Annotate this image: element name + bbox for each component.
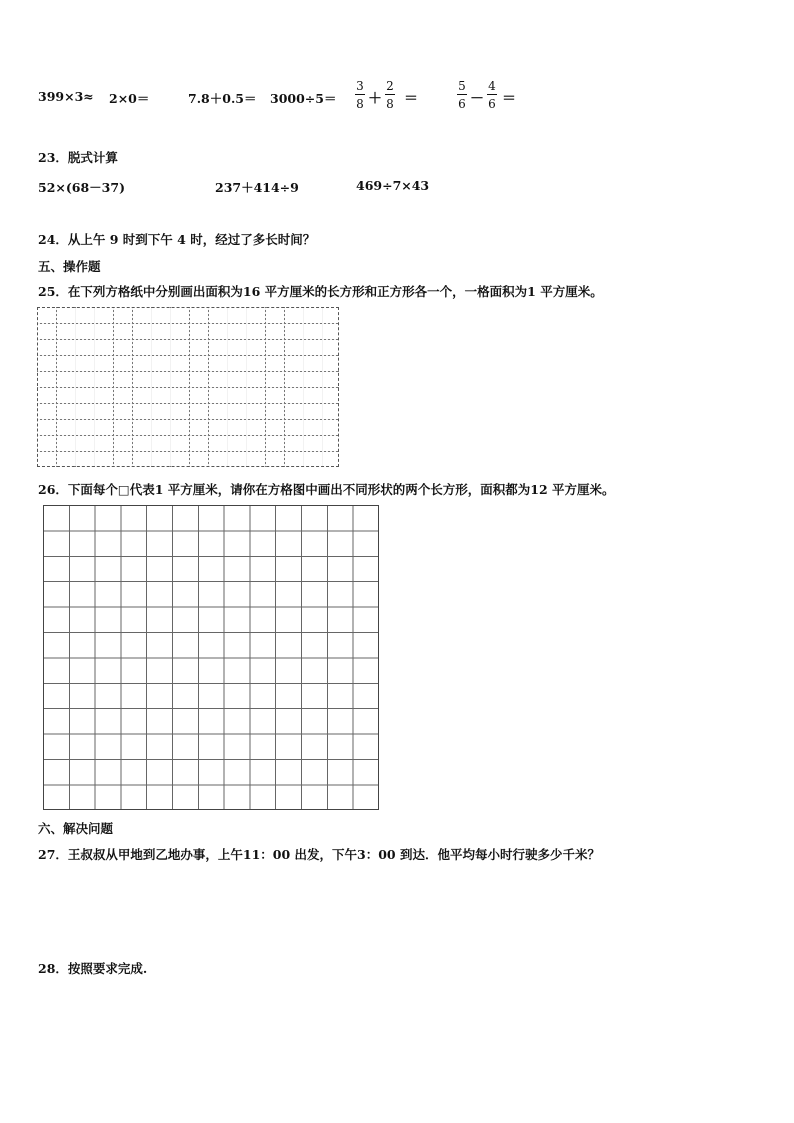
fraction-2-8: [385, 80, 395, 110]
numerator: 5: [458, 79, 466, 93]
expression-2: 237＋414÷9: [215, 180, 299, 195]
calc-item-4: 3000÷5＝: [270, 91, 337, 106]
section-6-title: 六、解决问题: [38, 821, 114, 836]
expression-3: 469÷7×43: [356, 178, 430, 193]
fraction-3-8: [355, 80, 365, 110]
minus-sign: －: [470, 91, 484, 107]
calc-item-2: 2×0＝: [109, 91, 150, 106]
question-23-title: 23．脱式计算: [38, 150, 118, 165]
calc-item-3: 7.8＋0.5＝: [188, 91, 257, 106]
expression-1: 52×(68－37): [38, 180, 125, 195]
dashed-grid-paper[interactable]: [37, 307, 339, 467]
numerator: 3: [356, 79, 364, 93]
fraction-4-6: [487, 80, 497, 110]
denominator: 6: [458, 97, 466, 111]
numerator: 2: [386, 79, 394, 93]
equals-sign: ＝: [502, 91, 516, 107]
denominator: 8: [386, 97, 394, 111]
question-28: 28．按照要求完成.: [38, 961, 148, 976]
question-25: 25．在下列方格纸中分别画出面积为16 平方厘米的长方形和正方形各一个，一格面积为1 平方厘米。: [38, 284, 603, 299]
plus-sign: ＋: [368, 91, 382, 107]
denominator: 8: [356, 97, 364, 111]
section-5-title: 五、操作题: [38, 259, 101, 274]
calc-item-1: 399×3≈: [38, 89, 94, 104]
question-24: 24．从上午 9 时到下午 4 时，经过了多长时间？: [38, 232, 316, 247]
numerator: 4: [488, 79, 496, 93]
denominator: 6: [488, 97, 496, 111]
equals-sign: ＝: [404, 91, 418, 107]
question-27: 27．王叔叔从甲地到乙地办事，上午11：00 出发，下午3：00 到达．他平均每小时行驶多少千米？: [38, 847, 600, 862]
question-26: 26．下面每个□代表1 平方厘米，请你在方格图中画出不同形状的两个长方形，面积都为12 平方厘米。: [38, 482, 615, 497]
fraction-5-6: [457, 80, 467, 110]
square-grid-paper[interactable]: [43, 505, 379, 810]
